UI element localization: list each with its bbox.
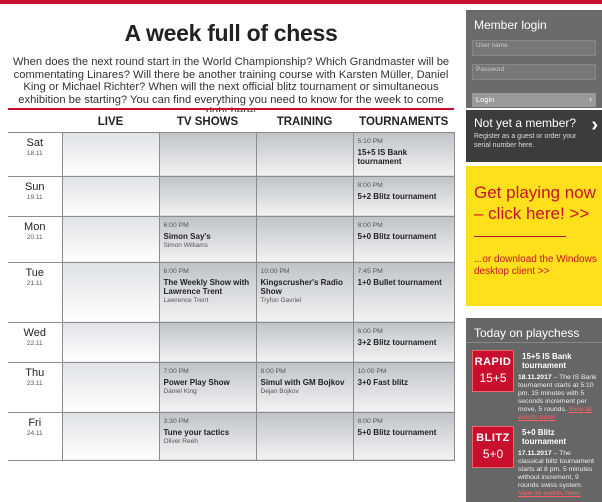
day-name: Tue bbox=[25, 266, 45, 279]
event-title[interactable]: 5+0 Blitz tournament bbox=[357, 427, 437, 437]
event-host: Simon Williams bbox=[163, 241, 208, 249]
training-cell bbox=[256, 176, 353, 216]
column-header-live: LIVE bbox=[62, 112, 159, 132]
event-host: Oliver Reeh bbox=[163, 437, 198, 445]
schedule-row bbox=[8, 412, 454, 460]
event-time: 10:00 PM bbox=[260, 267, 290, 275]
intro-text: When does the next round start in the World Championship? Which Grandmaster will be commentating Linares? Will there be another training course with Karsten Müller, Daniel King or Michael Richter? When will the next official blitz tournament or simultaneous exhibition be starting? You can find everything you need to know for the week to come bbox=[12, 56, 450, 106]
sidebar bbox=[466, 4, 602, 502]
event-time: 10:00 PM bbox=[357, 367, 387, 375]
page-title: A week full of chess bbox=[124, 20, 338, 46]
get-playing-link[interactable]: Get playing now – click here! >> bbox=[474, 183, 596, 223]
day-cell bbox=[8, 132, 62, 176]
schedule-header-row bbox=[8, 112, 454, 132]
username-input[interactable]: User name bbox=[472, 40, 596, 56]
day-date: 22.11 bbox=[26, 339, 43, 347]
event-host: Tryfon Gavriel bbox=[260, 296, 302, 304]
badge-type: RAPID bbox=[474, 356, 512, 368]
tv-show-cell bbox=[159, 132, 256, 176]
training-cell bbox=[256, 216, 353, 262]
not-member-text: Register as a guest or order your serial number here. bbox=[474, 133, 577, 149]
event-time: 8:00 PM bbox=[357, 417, 383, 425]
tv-show-cell bbox=[159, 362, 256, 412]
event-title[interactable]: 5+2 Blitz tournament bbox=[357, 191, 437, 201]
tv-show-cell bbox=[159, 216, 256, 262]
header-day bbox=[8, 112, 62, 132]
day-cell bbox=[8, 362, 62, 412]
column-header-training: TRAINING bbox=[256, 112, 353, 132]
chevron-right-icon: › bbox=[589, 94, 592, 104]
event-title[interactable]: Simul with GM Bojkov bbox=[260, 377, 345, 387]
day-date: 18.11 bbox=[26, 149, 43, 157]
event-title[interactable]: 1+0 Bullet tournament bbox=[357, 277, 442, 287]
event-text: – The IS Bank tournament starts at 5:10 pm. 15 minutes with 5 seconds increment per move, 5 rounds. bbox=[518, 374, 597, 413]
live-cell bbox=[62, 362, 159, 412]
schedule-row bbox=[8, 176, 454, 216]
login-button-label: Login bbox=[476, 95, 495, 104]
event-time: 7:45 PM bbox=[357, 267, 383, 275]
today-divider bbox=[466, 342, 602, 343]
event-title[interactable]: 3+0 Fast blitz bbox=[357, 377, 408, 387]
tournament-cell bbox=[353, 362, 454, 412]
badge-type: BLITZ bbox=[476, 432, 510, 444]
day-name: Sun bbox=[24, 180, 45, 193]
tournament-cell bbox=[353, 322, 454, 362]
day-name: Mon bbox=[24, 220, 46, 233]
day-cell bbox=[8, 216, 62, 262]
badge-time-control: 15+5 bbox=[479, 371, 507, 385]
day-cell bbox=[8, 322, 62, 362]
live-cell bbox=[62, 132, 159, 176]
event-title[interactable]: Power Play Show bbox=[163, 377, 230, 387]
main-content bbox=[8, 4, 454, 502]
get-playing-promo[interactable] bbox=[466, 166, 602, 306]
event-host: Dejan Bojkov bbox=[260, 387, 299, 395]
day-cell bbox=[8, 176, 62, 216]
event-title[interactable]: Tune your tactics bbox=[163, 427, 230, 437]
event-title[interactable]: 3+2 Blitz tournament bbox=[357, 337, 437, 347]
schedule-row bbox=[8, 132, 454, 176]
day-date: 21.11 bbox=[26, 279, 43, 287]
event-date: 17.11.2017 bbox=[518, 450, 552, 457]
today-title: Today on playchess bbox=[474, 326, 580, 340]
day-name: Sat bbox=[26, 136, 43, 149]
view-events-link[interactable]: View all events here! bbox=[518, 490, 581, 497]
member-login-box bbox=[466, 10, 602, 108]
event-description bbox=[470, 374, 598, 422]
tv-show-cell bbox=[159, 412, 256, 460]
column-header-tv-shows: TV SHOWS bbox=[159, 112, 256, 132]
day-name: Wed bbox=[23, 326, 46, 339]
event-time: 6:00 PM bbox=[357, 327, 383, 335]
event-time: 7:00 PM bbox=[163, 367, 189, 375]
tournament-cell bbox=[353, 216, 454, 262]
event-title[interactable]: 5+0 Blitz tournament bbox=[522, 428, 566, 446]
tv-show-cell bbox=[159, 176, 256, 216]
day-name: Thu bbox=[25, 366, 45, 379]
event-title[interactable]: 5+0 Blitz tournament bbox=[357, 231, 437, 241]
event-title[interactable]: Kingscrusher's Radio Show bbox=[260, 277, 343, 296]
event-time: 8:00 PM bbox=[357, 221, 383, 229]
not-member-box[interactable] bbox=[466, 110, 602, 162]
live-cell bbox=[62, 262, 159, 322]
event-time: 8:00 PM bbox=[260, 367, 286, 375]
event-title[interactable]: 15+5 IS Bank tournament bbox=[357, 147, 408, 166]
event-host: Lawrence Trent bbox=[163, 296, 209, 304]
live-cell bbox=[62, 412, 159, 460]
day-date: 23.11 bbox=[26, 379, 43, 387]
login-button[interactable] bbox=[472, 93, 596, 107]
event-time: 3:30 PM bbox=[163, 417, 189, 425]
day-cell bbox=[8, 262, 62, 322]
tournament-cell bbox=[353, 132, 454, 176]
training-cell bbox=[256, 262, 353, 322]
event-text: – The classical blitz tournament starts at 8 pm. 5 minutes without increment, 9 rounds swiss system. bbox=[518, 450, 594, 489]
live-cell bbox=[62, 176, 159, 216]
tv-show-cell bbox=[159, 262, 256, 322]
day-date: 19.11 bbox=[26, 193, 43, 201]
schedule-row bbox=[8, 262, 454, 322]
event-time: 8:00 PM bbox=[357, 181, 383, 189]
tournament-cell bbox=[353, 412, 454, 460]
event-description bbox=[470, 450, 598, 498]
event-time: 6:00 PM bbox=[163, 267, 189, 275]
event-date: 18.11.2017 bbox=[518, 374, 552, 381]
training-cell bbox=[256, 362, 353, 412]
event-title[interactable]: Simon Say's bbox=[163, 231, 211, 241]
day-name: Fri bbox=[28, 416, 42, 429]
divider bbox=[8, 108, 454, 110]
not-member-title: Not yet a member? bbox=[474, 116, 577, 130]
weekly-schedule-table bbox=[8, 112, 455, 461]
password-input[interactable]: Password bbox=[472, 64, 596, 80]
day-date: 24.11 bbox=[26, 429, 43, 437]
training-cell bbox=[256, 132, 353, 176]
live-cell bbox=[62, 216, 159, 262]
event-time: 6:00 PM bbox=[163, 221, 189, 229]
today-on-playchess bbox=[466, 318, 602, 502]
schedule-row bbox=[8, 362, 454, 412]
column-header-tournaments: TOURNAMENTS bbox=[353, 112, 454, 132]
view-events-link[interactable]: View all events here! bbox=[518, 406, 592, 421]
event-host: Daniel King bbox=[163, 387, 197, 395]
training-cell bbox=[256, 322, 353, 362]
event-title[interactable]: The Weekly Show with Lawrence Trent bbox=[163, 277, 250, 296]
training-cell bbox=[256, 412, 353, 460]
promo-divider bbox=[474, 236, 566, 237]
day-cell bbox=[8, 412, 62, 460]
day-date: 20.11 bbox=[26, 233, 43, 241]
tournament-cell bbox=[353, 262, 454, 322]
schedule-row bbox=[8, 322, 454, 362]
badge-time-control: 5+0 bbox=[482, 447, 504, 461]
double-chevron-right-icon: › bbox=[591, 114, 598, 136]
login-title: Member login bbox=[474, 18, 547, 32]
tournament-cell bbox=[353, 176, 454, 216]
schedule-row bbox=[8, 216, 454, 262]
tv-show-cell bbox=[159, 322, 256, 362]
event-time: 5:10 PM bbox=[357, 137, 383, 145]
download-client-link[interactable]: ...or download the Windows desktop client >> bbox=[474, 254, 597, 277]
event-title[interactable]: 15+5 IS Bank tournament bbox=[522, 352, 572, 370]
live-cell bbox=[62, 322, 159, 362]
